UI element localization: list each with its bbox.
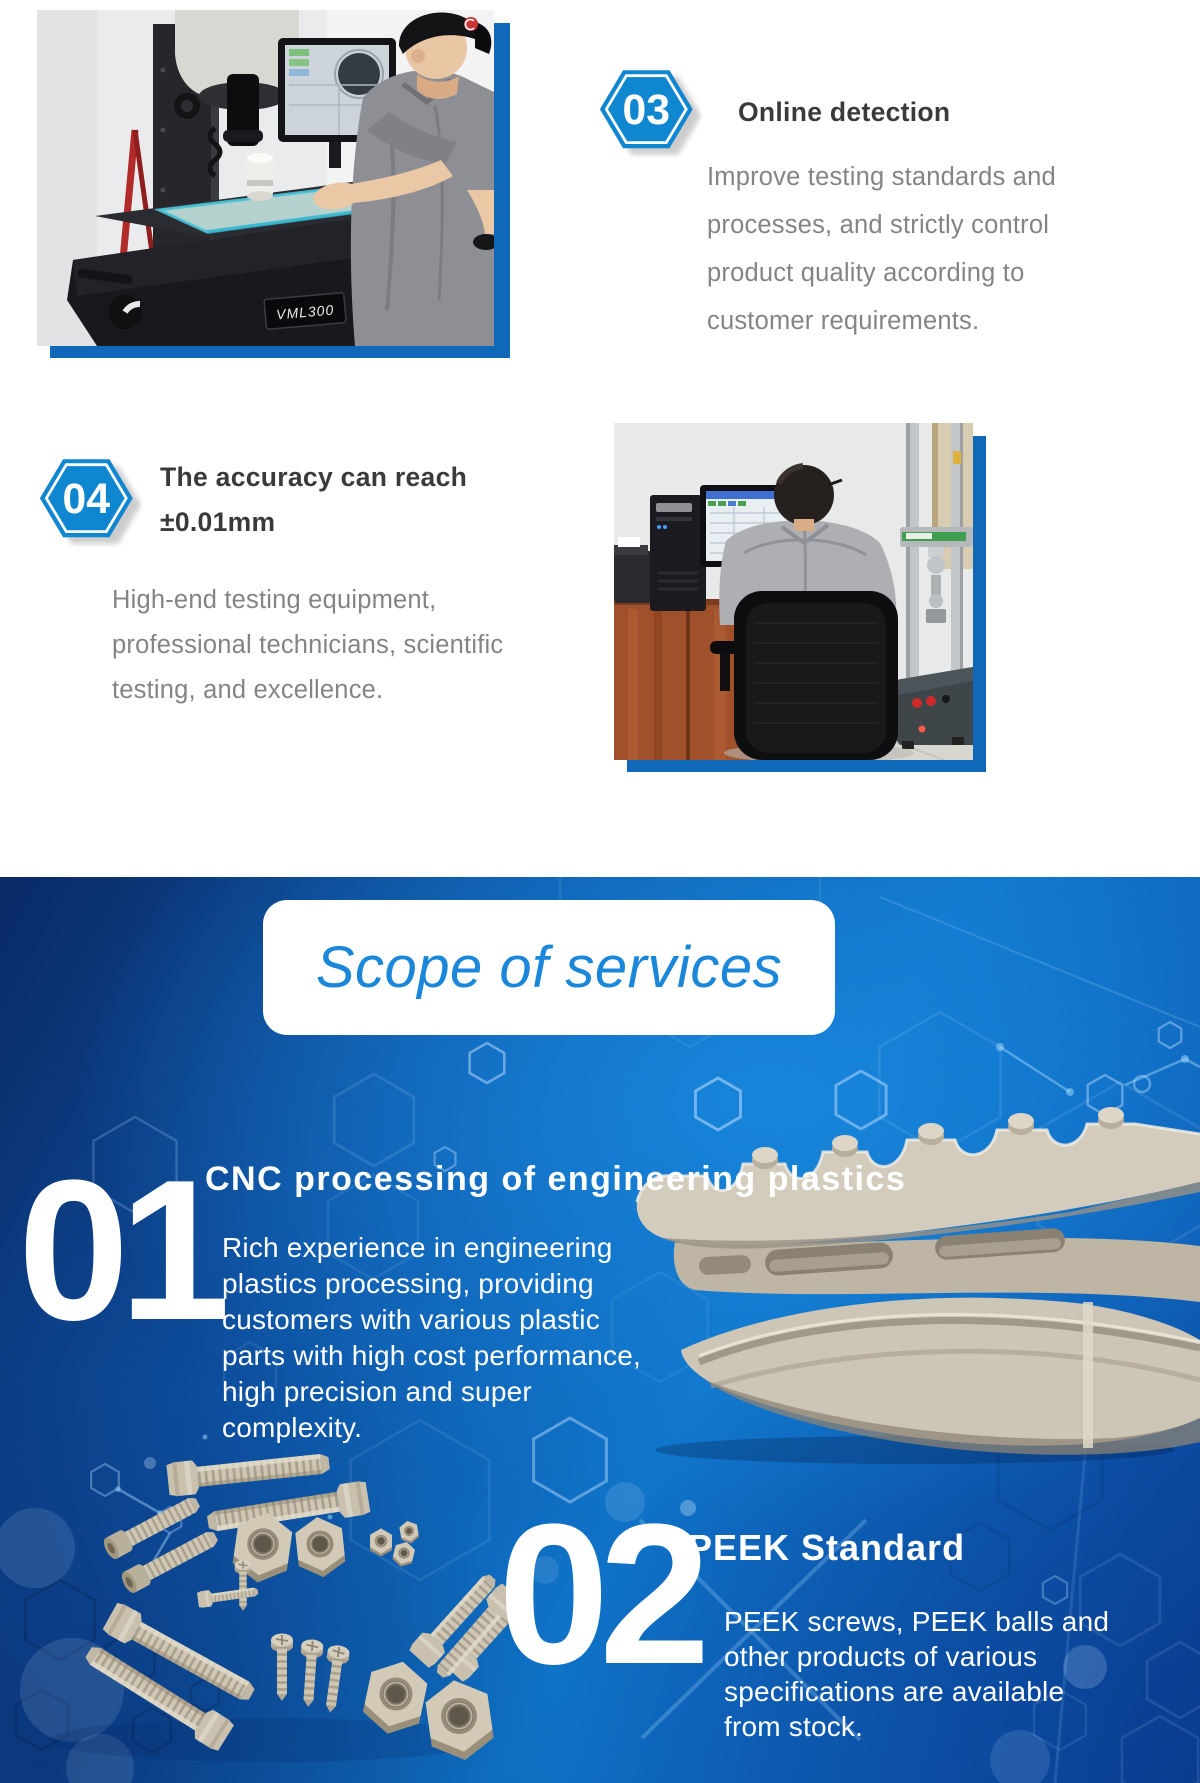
body-line: from stock.: [724, 1711, 864, 1742]
item04-title-line2: ±0.01mm: [160, 507, 276, 537]
scope-of-services-banner: [263, 900, 835, 1035]
body-line: testing, and excellence.: [112, 676, 384, 704]
quality-photo-measuring-machine: [37, 10, 494, 346]
body-line: plastics processing, providing: [222, 1268, 594, 1299]
tensile-tester-illustration: [614, 423, 973, 760]
body-line: other products of various: [724, 1641, 1038, 1672]
body-line: specifications are available: [724, 1676, 1065, 1707]
service01-title: CNC processing of engineering plastics: [205, 1160, 907, 1198]
measuring-machine-illustration: [37, 10, 494, 346]
item04-body: [112, 578, 612, 713]
body-line: High-end testing equipment,: [112, 586, 437, 614]
hexagon-badge-icon: [38, 455, 142, 547]
body-line: professional technicians, scientific: [112, 631, 504, 659]
body-line: customers with various plastic: [222, 1304, 600, 1335]
body-line: high precision and super: [222, 1376, 532, 1407]
body-line: complexity.: [222, 1412, 363, 1443]
body-line: customer requirements.: [707, 307, 980, 335]
service02-body: [724, 1604, 1164, 1744]
service-number-02: 02: [498, 1483, 701, 1706]
body-line: product quality according to: [707, 259, 1025, 287]
body-line: parts with high cost performance,: [222, 1340, 642, 1371]
item04-title-line1: The accuracy can reach: [160, 462, 468, 492]
body-line: processes, and strictly control: [707, 211, 1050, 239]
badge-03-number: 03: [622, 86, 671, 135]
body-line: PEEK screws, PEEK balls and: [724, 1606, 1110, 1637]
item04-title: [160, 455, 467, 545]
services-section: [0, 877, 1200, 1783]
service02-title: PEEK Standard: [688, 1527, 966, 1568]
body-line: Improve testing standards and: [707, 163, 1056, 191]
quality-photo-tensile-tester: [614, 423, 973, 760]
service-number-01: 01: [18, 1139, 221, 1362]
badge-04-number: 04: [62, 475, 111, 524]
badge-04-hexagon: [38, 455, 142, 547]
hexagon-badge-icon: [598, 66, 702, 158]
badge-03-hexagon: [598, 66, 702, 158]
machine-model-label: VML300: [275, 301, 335, 323]
item03-title: Online detection: [738, 97, 951, 127]
peek-fasteners-image: [30, 1440, 530, 1783]
service01-body: [222, 1230, 722, 1446]
item03-body: [707, 153, 1187, 345]
banner-title: Scope of services: [315, 935, 783, 1000]
body-line: Rich experience in engineering: [222, 1232, 613, 1263]
